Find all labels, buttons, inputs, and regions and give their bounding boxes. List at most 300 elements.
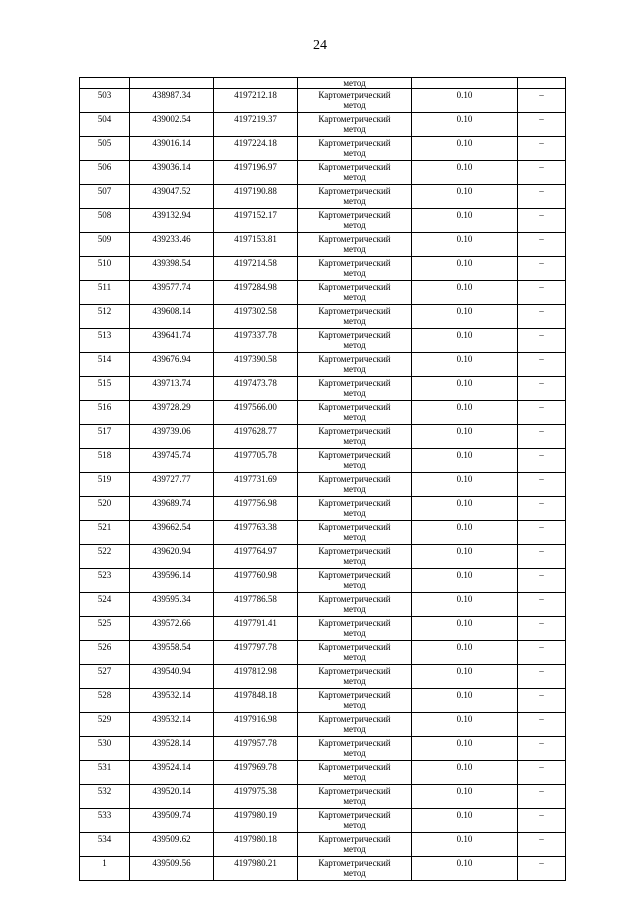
table-row: [80, 257, 566, 281]
cell-precision: 0.10: [412, 401, 518, 425]
table-row: [80, 473, 566, 497]
cell-method: [298, 785, 412, 809]
cell-description: –: [518, 593, 566, 617]
cell-description: [518, 78, 566, 89]
cell-x: 439047.52: [130, 185, 214, 209]
method-line-1: Картометрический: [318, 186, 391, 196]
cell-x: 439727.77: [130, 473, 214, 497]
cell-description: –: [518, 377, 566, 401]
method-line-1: Картометрический: [318, 114, 391, 124]
table-row: [80, 305, 566, 329]
cell-number: 534: [80, 833, 130, 857]
cell-description: –: [518, 521, 566, 545]
cell-y: 4197566.00: [214, 401, 298, 425]
table-row: [80, 425, 566, 449]
method-line-2: метод: [343, 700, 366, 710]
cell-method: [298, 617, 412, 641]
cell-description: –: [518, 857, 566, 881]
table-row: [80, 497, 566, 521]
table-row: [80, 89, 566, 113]
cell-number: 516: [80, 401, 130, 425]
method-line-1: Картометрический: [318, 642, 391, 652]
cell-method: [298, 137, 412, 161]
cell-precision: 0.10: [412, 737, 518, 761]
cell-precision: 0.10: [412, 257, 518, 281]
cell-precision: 0.10: [412, 833, 518, 857]
cell-number: 526: [80, 641, 130, 665]
cell-number: 524: [80, 593, 130, 617]
cell-number: 525: [80, 617, 130, 641]
cell-precision: 0.10: [412, 377, 518, 401]
cell-description: –: [518, 545, 566, 569]
cell-y: 4197390.58: [214, 353, 298, 377]
cell-description: –: [518, 737, 566, 761]
method-line-2: метод: [343, 196, 366, 206]
cell-y: 4197214.58: [214, 257, 298, 281]
table-row: [80, 449, 566, 473]
cell-description: –: [518, 161, 566, 185]
cell-precision: 0.10: [412, 209, 518, 233]
cell-precision: 0.10: [412, 497, 518, 521]
cell-precision: 0.10: [412, 425, 518, 449]
method-line-2: метод: [343, 748, 366, 758]
cell-method: [298, 233, 412, 257]
table-row: [80, 113, 566, 137]
cell-description: –: [518, 449, 566, 473]
method-line-1: Картометрический: [318, 594, 391, 604]
method-line-1: Картометрический: [318, 570, 391, 580]
method-line-2: метод: [343, 868, 366, 878]
table-row: [80, 329, 566, 353]
cell-method: [298, 737, 412, 761]
cell-x: 439608.14: [130, 305, 214, 329]
cell-precision: 0.10: [412, 113, 518, 137]
cell-description: –: [518, 425, 566, 449]
cell-x: 439036.14: [130, 161, 214, 185]
cell-x: 439676.94: [130, 353, 214, 377]
cell-method: [298, 113, 412, 137]
cell-number: 527: [80, 665, 130, 689]
cell-description: –: [518, 497, 566, 521]
cell-y: 4197969.78: [214, 761, 298, 785]
cell-y: 4197957.78: [214, 737, 298, 761]
cell-number: [80, 78, 130, 89]
cell-y: 4197916.98: [214, 713, 298, 737]
cell-y: 4197786.58: [214, 593, 298, 617]
cell-y: 4197797.78: [214, 641, 298, 665]
table-row: [80, 737, 566, 761]
method-line-1: Картометрический: [318, 354, 391, 364]
cell-precision: 0.10: [412, 713, 518, 737]
cell-x: 439509.74: [130, 809, 214, 833]
method-line-2: метод: [343, 844, 366, 854]
table-row: [80, 209, 566, 233]
cell-x: 439132.94: [130, 209, 214, 233]
cell-description: –: [518, 329, 566, 353]
cell-number: 518: [80, 449, 130, 473]
cell-number: 521: [80, 521, 130, 545]
cell-y: 4197756.98: [214, 497, 298, 521]
cell-number: 503: [80, 89, 130, 113]
cell-method: [298, 593, 412, 617]
cell-precision: 0.10: [412, 305, 518, 329]
method-line-1: Картометрический: [318, 330, 391, 340]
cell-x: 439739.06: [130, 425, 214, 449]
cell-number: 509: [80, 233, 130, 257]
table-row: [80, 401, 566, 425]
method-line-2: метод: [343, 148, 366, 158]
cell-y: 4197975.38: [214, 785, 298, 809]
cell-method: [298, 257, 412, 281]
cell-number: 523: [80, 569, 130, 593]
cell-precision: 0.10: [412, 89, 518, 113]
cell-x: 439509.56: [130, 857, 214, 881]
cell-number: 510: [80, 257, 130, 281]
cell-method: [298, 401, 412, 425]
cell-precision: 0.10: [412, 137, 518, 161]
cell-description: –: [518, 617, 566, 641]
continuation-row: [80, 78, 566, 89]
method-line-1: Картометрический: [318, 306, 391, 316]
cell-number: 513: [80, 329, 130, 353]
cell-method: [298, 305, 412, 329]
method-line-1: Картометрический: [318, 258, 391, 268]
method-line-2: метод: [343, 484, 366, 494]
cell-description: –: [518, 761, 566, 785]
cell-description: –: [518, 137, 566, 161]
cell-number: 529: [80, 713, 130, 737]
cell-x: 439596.14: [130, 569, 214, 593]
method-line-2: метод: [343, 292, 366, 302]
method-line-2: метод: [343, 220, 366, 230]
table-row: [80, 617, 566, 641]
cell-y: 4197705.78: [214, 449, 298, 473]
method-line-2: метод: [343, 532, 366, 542]
method-line-2: метод: [343, 412, 366, 422]
method-line-2: метод: [343, 724, 366, 734]
cell-precision: 0.10: [412, 665, 518, 689]
cell-x: 439528.14: [130, 737, 214, 761]
cell-x: 439689.74: [130, 497, 214, 521]
cell-y: 4197190.88: [214, 185, 298, 209]
table-row: [80, 377, 566, 401]
cell-x: 439745.74: [130, 449, 214, 473]
method-line-2: метод: [343, 772, 366, 782]
cell-description: –: [518, 473, 566, 497]
cell-x: 439595.34: [130, 593, 214, 617]
cell-y: 4197224.18: [214, 137, 298, 161]
table-row: [80, 857, 566, 881]
cell-y: 4197848.18: [214, 689, 298, 713]
cell-y: 4197302.58: [214, 305, 298, 329]
method-line-1: Картометрический: [318, 762, 391, 772]
method-line-1: Картометрический: [318, 666, 391, 676]
method-line-1: Картометрический: [318, 858, 391, 868]
cell-number: 528: [80, 689, 130, 713]
cell-description: –: [518, 809, 566, 833]
cell-precision: 0.10: [412, 569, 518, 593]
method-line-2: метод: [343, 508, 366, 518]
cell-number: 508: [80, 209, 130, 233]
coordinates-table: [79, 77, 566, 881]
table-row: [80, 233, 566, 257]
cell-description: –: [518, 353, 566, 377]
cell-number: 505: [80, 137, 130, 161]
cell-x: 439532.14: [130, 713, 214, 737]
method-line-2: метод: [343, 100, 366, 110]
cell-x: 439540.94: [130, 665, 214, 689]
cell-y: 4197980.19: [214, 809, 298, 833]
cell-precision: 0.10: [412, 545, 518, 569]
table-row: [80, 137, 566, 161]
cell-y: 4197980.18: [214, 833, 298, 857]
cell-precision: 0.10: [412, 521, 518, 545]
cell-precision: [412, 78, 518, 89]
cell-description: –: [518, 305, 566, 329]
cell-method: [298, 809, 412, 833]
cell-precision: 0.10: [412, 593, 518, 617]
method-line-1: Картометрический: [318, 162, 391, 172]
table-row: [80, 809, 566, 833]
method-line-1: Картометрический: [318, 618, 391, 628]
method-line-1: Картометрический: [318, 426, 391, 436]
cell-number: 517: [80, 425, 130, 449]
cell-x: 439509.62: [130, 833, 214, 857]
cell-y: 4197337.78: [214, 329, 298, 353]
method-line-2: метод: [343, 268, 366, 278]
cell-y: 4197980.21: [214, 857, 298, 881]
cell-precision: 0.10: [412, 785, 518, 809]
cell-precision: 0.10: [412, 353, 518, 377]
method-line-2: метод: [343, 628, 366, 638]
cell-y: 4197760.98: [214, 569, 298, 593]
table-row: [80, 833, 566, 857]
method-line-1: Картометрический: [318, 234, 391, 244]
page-number: 24: [313, 38, 327, 53]
cell-y: 4197219.37: [214, 113, 298, 137]
table-row: [80, 353, 566, 377]
cell-y: 4197791.41: [214, 617, 298, 641]
cell-x: 439398.54: [130, 257, 214, 281]
cell-description: –: [518, 785, 566, 809]
cell-y: 4197473.78: [214, 377, 298, 401]
cell-precision: 0.10: [412, 761, 518, 785]
cell-x: 439572.66: [130, 617, 214, 641]
cell-method: [298, 665, 412, 689]
cell-description: –: [518, 233, 566, 257]
cell-x: 439002.54: [130, 113, 214, 137]
method-line-1: Картометрический: [318, 378, 391, 388]
cell-method: [298, 569, 412, 593]
cell-number: 533: [80, 809, 130, 833]
method-line-1: Картометрический: [318, 714, 391, 724]
cell-method: [298, 857, 412, 881]
cell-description: –: [518, 89, 566, 113]
cell-description: –: [518, 665, 566, 689]
cell-method: [298, 185, 412, 209]
cell-method: [298, 89, 412, 113]
method-line-1: Картометрический: [318, 810, 391, 820]
cell-precision: 0.10: [412, 809, 518, 833]
cell-precision: 0.10: [412, 161, 518, 185]
table-row: [80, 665, 566, 689]
method-line-2: метод: [343, 436, 366, 446]
cell-method: [298, 377, 412, 401]
cell-x: 439620.94: [130, 545, 214, 569]
table-row: [80, 761, 566, 785]
method-line-1: Картометрический: [318, 402, 391, 412]
cell-x: 438987.34: [130, 89, 214, 113]
cell-number: 507: [80, 185, 130, 209]
cell-x: 439728.29: [130, 401, 214, 425]
cell-number: 519: [80, 473, 130, 497]
cell-method: [298, 473, 412, 497]
cell-precision: 0.10: [412, 689, 518, 713]
cell-description: –: [518, 281, 566, 305]
cell-y: 4197153.81: [214, 233, 298, 257]
cell-description: –: [518, 689, 566, 713]
method-line-2: метод: [343, 556, 366, 566]
table-row: [80, 785, 566, 809]
table-row: [80, 185, 566, 209]
cell-method: метод: [298, 78, 412, 89]
cell-x: 439713.74: [130, 377, 214, 401]
table-row: [80, 161, 566, 185]
cell-precision: 0.10: [412, 233, 518, 257]
method-line-1: Картометрический: [318, 138, 391, 148]
cell-x: 439641.74: [130, 329, 214, 353]
cell-y: 4197812.98: [214, 665, 298, 689]
cell-description: –: [518, 569, 566, 593]
cell-method: [298, 281, 412, 305]
table-row: [80, 521, 566, 545]
method-line-2: метод: [343, 124, 366, 134]
cell-number: 504: [80, 113, 130, 137]
cell-number: 514: [80, 353, 130, 377]
cell-x: 439662.54: [130, 521, 214, 545]
cell-y: 4197284.98: [214, 281, 298, 305]
cell-method: [298, 761, 412, 785]
method-line-2: метод: [343, 388, 366, 398]
table-row: [80, 545, 566, 569]
cell-number: 532: [80, 785, 130, 809]
method-line-2: метод: [343, 364, 366, 374]
method-line-1: Картометрический: [318, 474, 391, 484]
cell-method: [298, 689, 412, 713]
cell-method: [298, 713, 412, 737]
cell-number: 511: [80, 281, 130, 305]
cell-y: 4197731.69: [214, 473, 298, 497]
cell-number: 531: [80, 761, 130, 785]
method-line-2: метод: [343, 316, 366, 326]
cell-description: –: [518, 209, 566, 233]
cell-number: 520: [80, 497, 130, 521]
table-row: [80, 641, 566, 665]
cell-precision: 0.10: [412, 281, 518, 305]
method-line-2: метод: [343, 460, 366, 470]
method-line-2: метод: [343, 604, 366, 614]
method-line-1: Картометрический: [318, 282, 391, 292]
cell-number: 512: [80, 305, 130, 329]
cell-method: [298, 545, 412, 569]
method-line-2: метод: [343, 820, 366, 830]
cell-method: [298, 521, 412, 545]
cell-description: –: [518, 401, 566, 425]
cell-y: 4197196.97: [214, 161, 298, 185]
cell-x: 439558.54: [130, 641, 214, 665]
cell-precision: 0.10: [412, 449, 518, 473]
table-row: [80, 689, 566, 713]
method-line-2: метод: [343, 676, 366, 686]
method-line-1: Картометрический: [318, 786, 391, 796]
cell-description: –: [518, 113, 566, 137]
method-line-1: Картометрический: [318, 690, 391, 700]
cell-description: –: [518, 257, 566, 281]
cell-method: [298, 329, 412, 353]
cell-description: –: [518, 641, 566, 665]
table-row: [80, 569, 566, 593]
method-line-2: метод: [343, 796, 366, 806]
table-row: [80, 281, 566, 305]
cell-precision: 0.10: [412, 857, 518, 881]
method-line-1: Картометрический: [318, 498, 391, 508]
cell-method: [298, 497, 412, 521]
cell-x: 439233.46: [130, 233, 214, 257]
cell-number: 530: [80, 737, 130, 761]
cell-method: [298, 209, 412, 233]
cell-description: –: [518, 833, 566, 857]
method-line-1: Картометрический: [318, 450, 391, 460]
table-row: [80, 593, 566, 617]
method-line-1: Картометрический: [318, 522, 391, 532]
method-line-1: Картометрический: [318, 738, 391, 748]
method-line-2: метод: [343, 652, 366, 662]
cell-y: 4197628.77: [214, 425, 298, 449]
method-line-1: Картометрический: [318, 834, 391, 844]
table-row: [80, 713, 566, 737]
cell-precision: 0.10: [412, 641, 518, 665]
method-line-1: Картометрический: [318, 90, 391, 100]
cell-number: 1: [80, 857, 130, 881]
method-line-2: метод: [343, 340, 366, 350]
cell-y: 4197152.17: [214, 209, 298, 233]
cell-method: [298, 641, 412, 665]
cell-x: 439577.74: [130, 281, 214, 305]
cell-y: 4197212.18: [214, 89, 298, 113]
cell-method: [298, 425, 412, 449]
method-line-1: Картометрический: [318, 546, 391, 556]
cell-x: [130, 78, 214, 89]
cell-description: –: [518, 185, 566, 209]
cell-method: [298, 161, 412, 185]
method-line-2: метод: [343, 580, 366, 590]
cell-number: 506: [80, 161, 130, 185]
cell-x: 439532.14: [130, 689, 214, 713]
cell-description: –: [518, 713, 566, 737]
method-line-2: метод: [343, 244, 366, 254]
cell-number: 522: [80, 545, 130, 569]
cell-method: [298, 353, 412, 377]
cell-method: [298, 449, 412, 473]
method-line-1: Картометрический: [318, 210, 391, 220]
cell-precision: 0.10: [412, 617, 518, 641]
cell-x: 439524.14: [130, 761, 214, 785]
cell-x: 439520.14: [130, 785, 214, 809]
cell-number: 515: [80, 377, 130, 401]
cell-y: [214, 78, 298, 89]
method-line-2: метод: [343, 172, 366, 182]
cell-method: [298, 833, 412, 857]
